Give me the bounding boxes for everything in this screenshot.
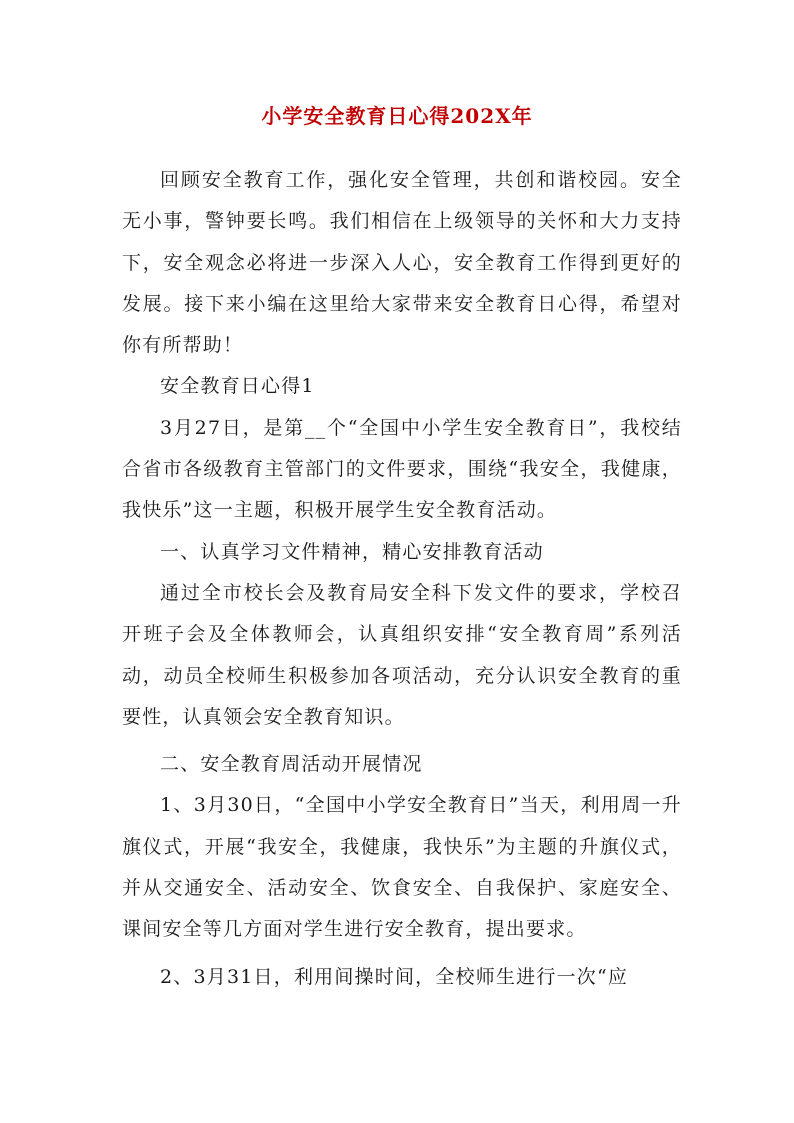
paragraph-study-documents: 通过全市校长会及教育局安全科下发文件的要求，学校召开班子会及全体教师会，认真组织安排“安全教育周”系列活动，动员全校师生积极参加各项活动，充分认识安全教育的重要性，认真领会安全教育知识。 (122, 581, 682, 728)
paragraph-item-one: 1、3月30日，“全国中小学安全教育日”当天，利用周一升旗仪式，开展“我安全，我健康，我快乐”为主题的升旗仪式，并从交通安全、活动安全、饮食安全、自我保护、家庭安全、课间安全等几方面对学生进行安全教育，提出要求。 (122, 794, 682, 941)
paragraph-intro: 回顾安全教育工作，强化安全管理，共创和谐校园。安全无小事，警钟要长鸣。我们相信在上级领导的关怀和大力支持下，安全观念必将进一步深入人心，安全教育工作得到更好的发展。接下来小编在这里给大家带来安全教育日心得，希望对你有所帮助！ (122, 169, 682, 357)
document-title: 小学安全教育日心得202X年 (261, 104, 533, 128)
paragraph-heading-one: 一、认真学习文件精神，精心安排教育活动 (160, 540, 544, 563)
paragraph-section-heading: 安全教育日心得1 (160, 375, 315, 398)
document-body (122, 160, 682, 998)
paragraph-heading-two: 二、安全教育周活动开展情况 (160, 753, 423, 776)
paragraph-item-two: 2、3月31日，利用间操时间，全校师生进行一次“应 (160, 965, 629, 988)
paragraph-education-day: 3月27日，是第__个“全国中小学生安全教育日”，我校结合省市各级教育主管部门的文件要求，围绕“我安全，我健康，我快乐”这一主题，积极开展学生安全教育活动。 (122, 416, 682, 522)
